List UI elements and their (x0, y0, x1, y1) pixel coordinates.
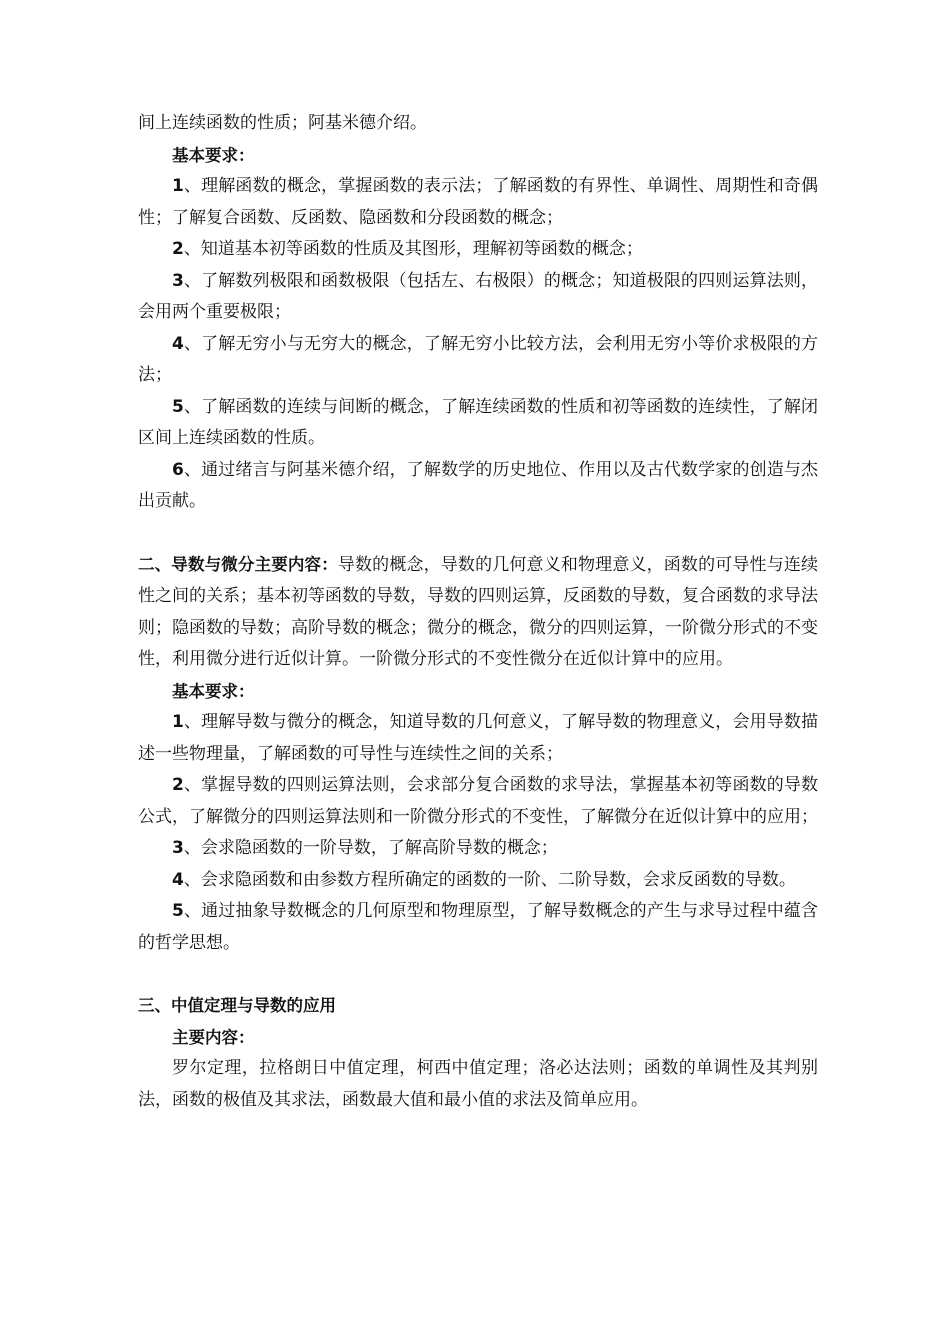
item-text: 、了解数列极限和函数极限（包括左、右极限）的概念；知道极限的四则运算法则，会用两个重要极限； (138, 270, 818, 322)
item-text: 、通过绪言与阿基米德介绍，了解数学的历史地位、作用以及古代数学家的创造与杰出贡献。 (138, 459, 818, 511)
section1-requirements-label: 基本要求： (172, 145, 255, 165)
item-text: 、通过抽象导数概念的几何原型和物理原型，了解导数概念的产生与求导过程中蕴含的哲学思想。 (138, 901, 818, 953)
section2-item-4 (138, 865, 818, 897)
section2-content: 导数的概念，导数的几何意义和物理意义，函数的可导性与连续性之间的关系；基本初等函数的导数，导数的四则运算，反函数的导数，复合函数的求导法则；隐函数的导数；高阶导数的概念；微分的概念，微分的四则运算，一阶微分形式的不变性，利用微分进行近似计算。一阶微分形式的不变性微分在近似计算中的应用。 (138, 554, 819, 669)
item-number: 1 (172, 712, 184, 732)
document-body (138, 108, 818, 1116)
item-number: 4 (172, 869, 184, 890)
item-number: 2 (172, 775, 184, 795)
section3-content-label: 主要内容： (172, 1027, 255, 1047)
section2-item-1 (138, 707, 818, 770)
item-number: 1 (172, 176, 184, 196)
item-text: 、了解函数的连续与间断的概念，了解连续函数的性质和初等函数的连续性，了解闭区间上连续函数的性质。 (138, 396, 818, 448)
item-number: 4 (172, 333, 184, 354)
section2-requirements-label: 基本要求： (172, 681, 255, 701)
item-number: 5 (172, 396, 184, 417)
item-text: 、掌握导数的四则运算法则，会求部分复合函数的求导法，掌握基本初等函数的导数公式，了解微分的四则运算法则和一阶微分形式的不变性，了解微分在近似计算中的应用； (138, 775, 818, 827)
section-gap (138, 959, 818, 990)
section1-item-3 (138, 266, 818, 329)
section2-item-3 (138, 833, 818, 865)
item-text: 、会求隐函数和由参数方程所确定的函数的一阶、二阶导数，会求反函数的导数。 (183, 869, 796, 890)
item-number: 5 (172, 901, 184, 921)
section2-item-2 (138, 770, 818, 833)
section2-item-5 (138, 896, 818, 959)
item-number: 3 (172, 270, 184, 291)
section1-item-6 (138, 455, 818, 518)
item-text: 、理解函数的概念，掌握函数的表示法；了解函数的有界性、单调性、周期性和奇偶性；了解复合函数、反函数、隐函数和分段函数的概念； (138, 176, 818, 228)
item-text: 、会求隐函数的一阶导数，了解高阶导数的概念； (183, 838, 558, 858)
item-number: 6 (172, 459, 184, 480)
item-text: 、理解导数与微分的概念，知道导数的几何意义，了解导数的物理意义，会用导数描述一些物理量，了解函数的可导性与连续性之间的关系； (138, 712, 818, 764)
section2-heading: 二、导数与微分主要内容： (138, 554, 338, 574)
section1-item-5 (138, 392, 818, 455)
section-gap (138, 518, 818, 549)
section1-item-2 (138, 234, 818, 266)
item-number: 3 (172, 838, 184, 858)
section1-item-4 (138, 329, 818, 392)
item-text: 、了解无穷小与无穷大的概念，了解无穷小比较方法，会利用无穷小等价求极限的方法； (138, 333, 818, 385)
section2-intro (138, 549, 818, 676)
section1-item-1 (138, 171, 818, 234)
section3-content: 罗尔定理，拉格朗日中值定理，柯西中值定理；洛必达法则；函数的单调性及其判别法，函数的极值及其求法，函数最大值和最小值的求法及简单应用。 (138, 1058, 818, 1110)
section1-intro-tail: 间上连续函数的性质；阿基米德介绍。 (138, 113, 427, 133)
section3-heading: 三、中值定理与导数的应用 (138, 996, 336, 1015)
item-number: 2 (172, 239, 184, 259)
item-text: 、知道基本初等函数的性质及其图形，理解初等函数的概念； (183, 239, 643, 259)
